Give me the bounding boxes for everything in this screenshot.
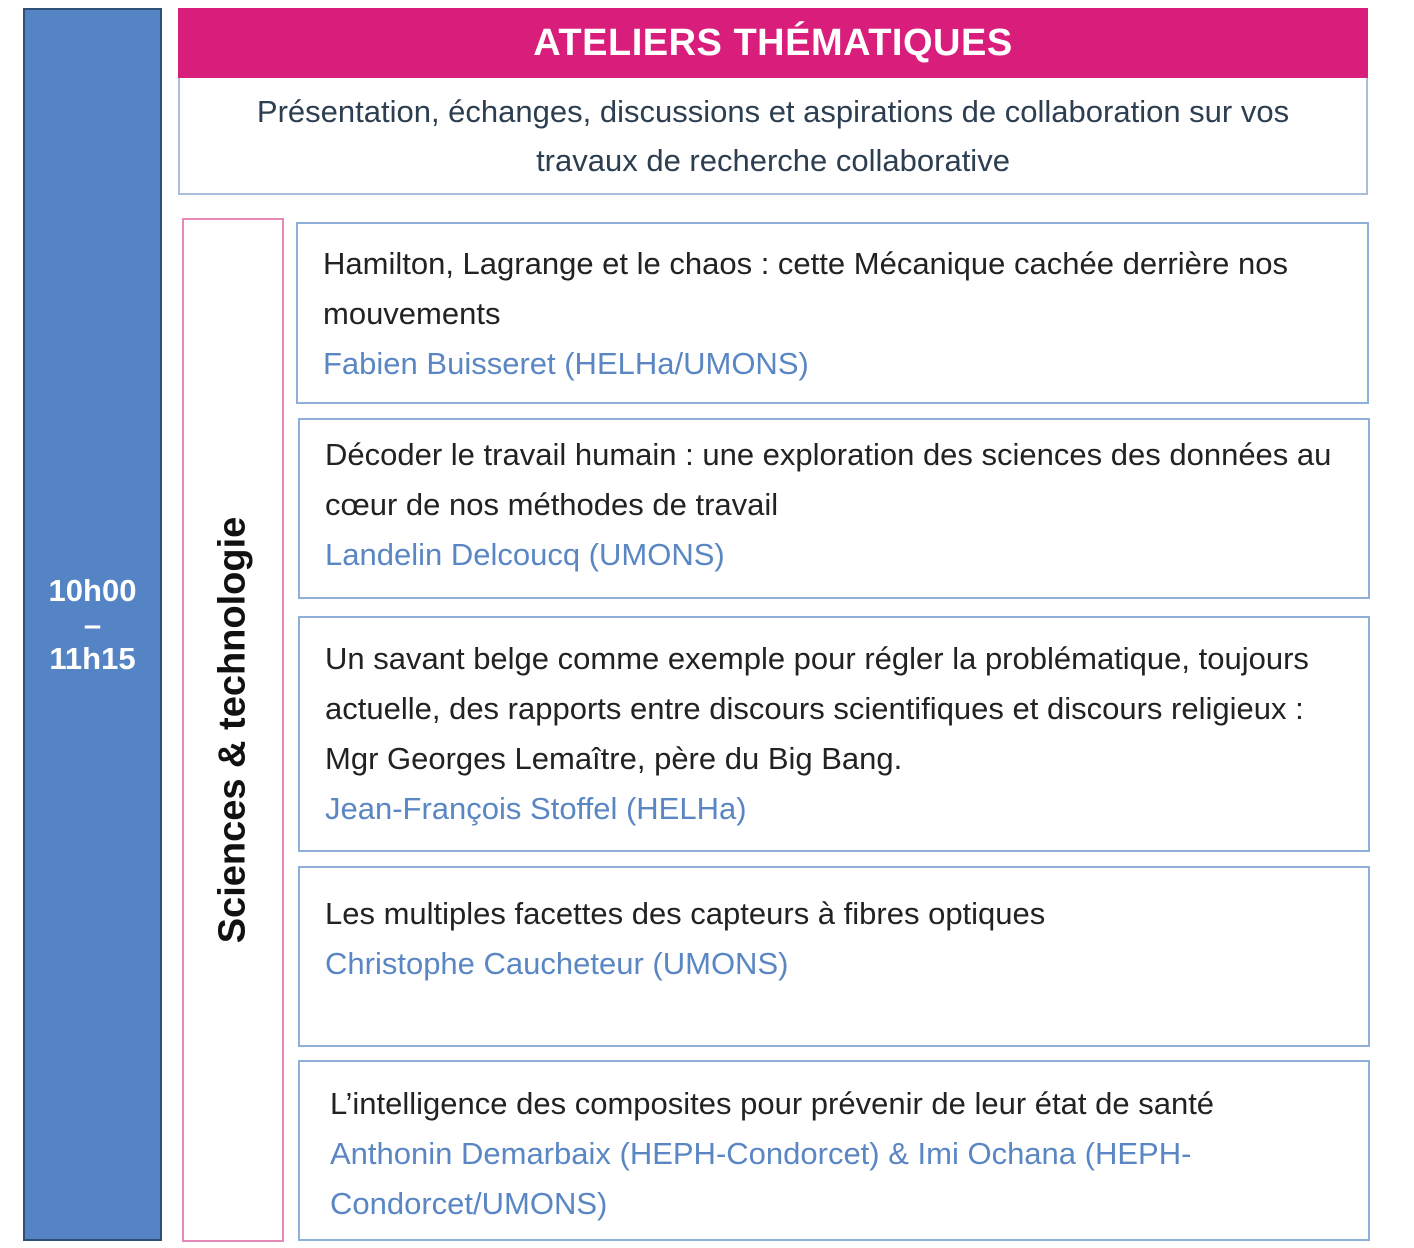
session-speaker: Fabien Buisseret (HELHa/UMONS) [323, 346, 809, 381]
session-title: Décoder le travail humain : une exploration des sciences des données au cœur de nos méthodes de travail [325, 437, 1332, 522]
session-speaker: Jean-François Stoffel (HELHa) [325, 791, 747, 826]
session-title: L’intelligence des composites pour prévenir de leur état de santé [330, 1086, 1215, 1121]
session-speaker: Anthonin Demarbaix (HEPH-Condorcet) & Imi Ochana (HEPH-Condorcet/UMONS) [330, 1136, 1192, 1221]
session-card [298, 418, 1370, 599]
section-subtitle-text: Présentation, échanges, discussions et aspirations de collaboration sur vos travaux de recherche collaborative [256, 93, 1290, 178]
time-end: 11h15 [49, 640, 136, 676]
time-slot [23, 8, 162, 1241]
section-subtitle [178, 78, 1368, 195]
time-start: 10h00 [48, 572, 137, 608]
category-panel [182, 218, 284, 1242]
session-card [298, 866, 1370, 1047]
session-title: Les multiples facettes des capteurs à fibres optiques [325, 896, 1046, 931]
session-card [298, 1060, 1370, 1241]
session-title: Un savant belge comme exemple pour régler la problématique, toujours actuelle, des rapports entre discours scientifiques et discours religieux : Mgr Georges Lemaître, père du Big Bang. [325, 641, 1309, 776]
time-separator: – [83, 606, 102, 642]
category-label: Sciences & technologie [211, 516, 254, 944]
session-card [298, 616, 1370, 852]
section-title: ATELIERS THÉMATIQUES [178, 8, 1368, 78]
session-speaker: Christophe Caucheteur (UMONS) [325, 946, 789, 981]
session-speaker: Landelin Delcoucq (UMONS) [325, 537, 725, 572]
session-card [296, 222, 1369, 404]
session-title: Hamilton, Lagrange et le chaos : cette Mécanique cachée derrière nos mouvements [323, 246, 1289, 331]
